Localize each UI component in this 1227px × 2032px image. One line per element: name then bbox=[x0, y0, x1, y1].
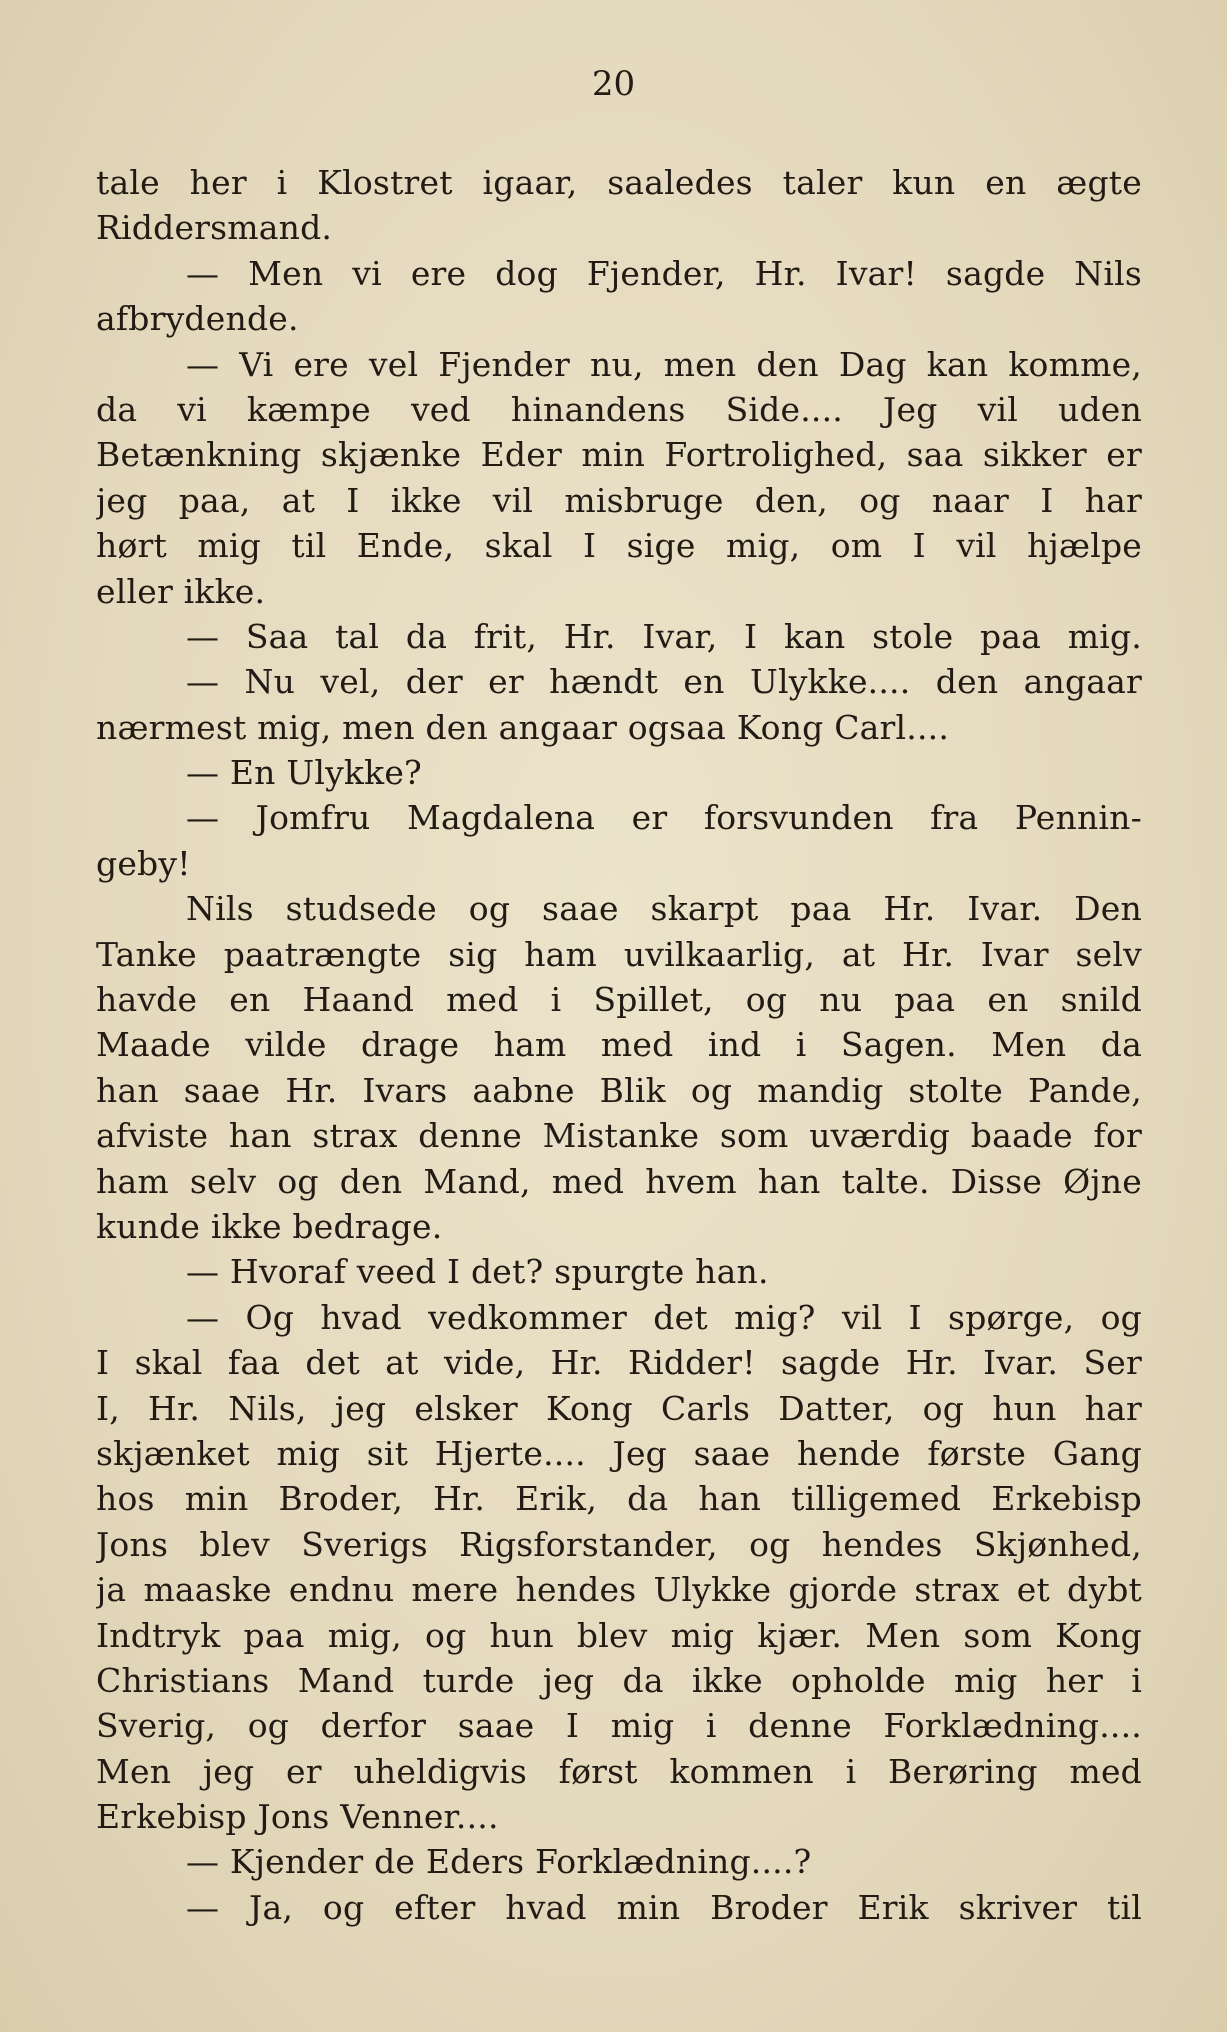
text-line: — Ja, og efter hvad min Broder Erik skriver til bbox=[186, 1887, 1142, 1927]
text-line: ja maaske endnu mere hendes Ulykke gjorde strax et dybt bbox=[96, 1570, 1142, 1610]
text-line: Sverig, og derfor saae I mig i denne Forklædning.... bbox=[96, 1706, 1142, 1746]
text-line: Betænkning skjænke Eder min Fortrolighed, saa sikker er bbox=[96, 435, 1142, 475]
text-line: hørt mig til Ende, skal I sige mig, om I vil hjælpe bbox=[96, 526, 1142, 566]
text-line: I, Hr. Nils, jeg elsker Kong Carls Datter, og hun har bbox=[96, 1388, 1142, 1428]
text-line: Riddersmand. bbox=[96, 208, 333, 248]
text-line: ham selv og den Mand, med hvem han talte. Disse Øjne bbox=[96, 1161, 1142, 1201]
text-line: Men jeg er uheldigvis først kommen i Berøring med bbox=[96, 1751, 1142, 1791]
text-line: hos min Broder, Hr. Erik, da han tilligemed Erkebisp bbox=[96, 1479, 1142, 1519]
text-line: I skal faa det at vide, Hr. Ridder! sagde Hr. Ivar. Ser bbox=[96, 1343, 1142, 1383]
text-line: — Jomfru Magdalena er forsvunden fra Pennin- bbox=[186, 798, 1142, 838]
text-line: Maade vilde drage ham med ind i Sagen. Men da bbox=[96, 1025, 1142, 1065]
text-line: — Hvoraf veed I det? spurgte han. bbox=[186, 1252, 769, 1292]
text-line: afviste han strax denne Mistanke som uværdig baade for bbox=[96, 1116, 1142, 1156]
text-line: han saae Hr. Ivars aabne Blik og mandig stolte Pande, bbox=[96, 1070, 1142, 1110]
text-line: Nils studsede og saae skarpt paa Hr. Ivar. Den bbox=[186, 889, 1142, 929]
text-line: — Vi ere vel Fjender nu, men den Dag kan komme, bbox=[186, 344, 1142, 384]
text-line: Christians Mand turde jeg da ikke opholde mig her i bbox=[96, 1660, 1142, 1700]
text-line: skjænket mig sit Hjerte.... Jeg saae hende første Gang bbox=[96, 1433, 1142, 1473]
text-line: — Nu vel, der er hændt en Ulykke.... den angaar bbox=[186, 662, 1142, 702]
text-line: — En Ulykke? bbox=[186, 753, 422, 793]
text-line: eller ikke. bbox=[96, 571, 266, 611]
page-number: 20 bbox=[591, 64, 636, 104]
text-line: afbrydende. bbox=[96, 299, 299, 339]
text-line: geby! bbox=[96, 843, 191, 883]
text-line: — Saa tal da frit, Hr. Ivar, I kan stole paa mig. bbox=[186, 616, 1142, 656]
text-line: Tanke paatrængte sig ham uvilkaarlig, at Hr. Ivar selv bbox=[96, 934, 1142, 974]
text-line: nærmest mig, men den angaar ogsaa Kong Carl.... bbox=[96, 707, 950, 747]
text-line: Erkebisp Jons Venner.... bbox=[96, 1797, 499, 1837]
text-line: havde en Haand med i Spillet, og nu paa en snild bbox=[96, 980, 1142, 1020]
text-line: da vi kæmpe ved hinandens Side.... Jeg vil uden bbox=[96, 389, 1142, 429]
text-line: — Men vi ere dog Fjender, Hr. Ivar! sagde Nils bbox=[186, 253, 1142, 293]
text-line: jeg paa, at I ikke vil misbruge den, og naar I har bbox=[96, 480, 1142, 520]
text-line: — Kjender de Eders Forklædning....? bbox=[186, 1842, 812, 1882]
text-line: kunde ikke bedrage. bbox=[96, 1206, 443, 1246]
text-line: tale her i Klostret igaar, saaledes taler kun en ægte bbox=[96, 163, 1142, 202]
body-text bbox=[96, 160, 1142, 1930]
text-line: Indtryk paa mig, og hun blev mig kjær. Men som Kong bbox=[96, 1615, 1142, 1655]
text-line: Jons blev Sverigs Rigsforstander, og hendes Skjønhed, bbox=[96, 1524, 1142, 1564]
text-line: — Og hvad vedkommer det mig? vil I spørge, og bbox=[186, 1297, 1142, 1337]
